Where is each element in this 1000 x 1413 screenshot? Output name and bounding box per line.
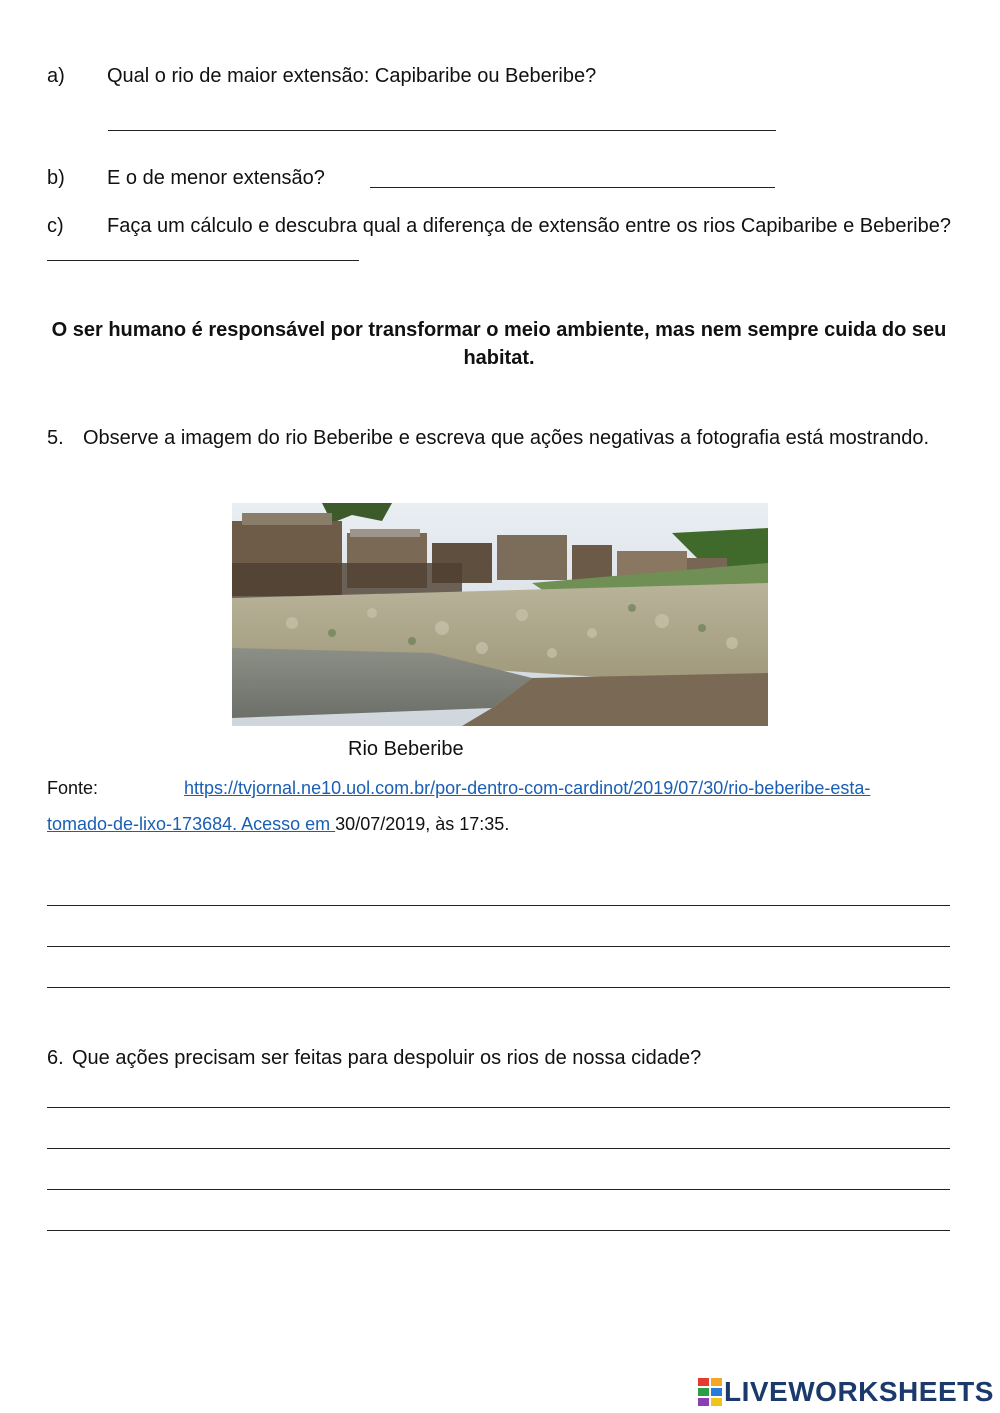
photo-caption: Rio Beberibe — [348, 738, 464, 760]
source-access-date: 30/07/2019, às 17:35. — [335, 814, 510, 834]
question-c-text — [47, 212, 951, 269]
answer-line-c[interactable] — [47, 240, 359, 261]
answer-line-5-3[interactable] — [47, 987, 950, 988]
source-label: Fonte: — [47, 778, 99, 798]
question-5-text: Observe a imagem do rio Beberibe e escreva que ações negativas a fotografia está mostrando. — [83, 427, 930, 449]
source-url-line1[interactable] — [184, 778, 870, 799]
answer-line-6-1[interactable] — [47, 1107, 950, 1108]
answer-line-5-2[interactable] — [47, 946, 950, 947]
source-link-1[interactable]: https://tvjornal.ne10.uol.com.br/por-dentro-com-cardinot/2019/07/30/rio-beberibe-esta- — [184, 778, 871, 798]
river-photo-image — [232, 503, 768, 726]
statement: O ser humano é responsável por transformar o meio ambiente, mas nem sempre cuida do seu habitat. — [51, 319, 947, 369]
answer-line-b[interactable] — [370, 187, 775, 188]
question-a-label: a) — [47, 65, 65, 87]
answer-line-a[interactable] — [108, 130, 776, 131]
question-5-number: 5. — [47, 427, 64, 449]
source-link-2[interactable]: tomado-de-lixo-173684. Acesso em — [47, 814, 336, 834]
answer-line-6-2[interactable] — [47, 1148, 950, 1149]
question-a — [47, 62, 65, 90]
question-6-text: Que ações precisam ser feitas para despoluir os rios de nossa cidade? — [72, 1047, 702, 1069]
question-b-label: b) — [47, 167, 65, 189]
river-photo — [232, 503, 768, 726]
liveworksheets-icon — [698, 1378, 722, 1406]
question-6-number: 6. — [47, 1047, 64, 1069]
answer-line-6-4[interactable] — [47, 1230, 950, 1231]
brand-name: LIVEWORKSHEETS — [724, 1376, 994, 1407]
source-url-line2 — [47, 814, 509, 835]
answer-line-6-3[interactable] — [47, 1189, 950, 1190]
question-c-label: c) — [47, 215, 64, 237]
brand-logo — [698, 1376, 994, 1408]
question-c-body: Faça um cálculo e descubra qual a diferença de extensão entre os rios Capibaribe e Beberibe? — [107, 215, 951, 237]
question-b-text: E o de menor extensão? — [107, 167, 325, 189]
question-a-text: Qual o rio de maior extensão: Capibaribe ou Beberibe? — [107, 65, 597, 87]
answer-line-5-1[interactable] — [47, 905, 950, 906]
